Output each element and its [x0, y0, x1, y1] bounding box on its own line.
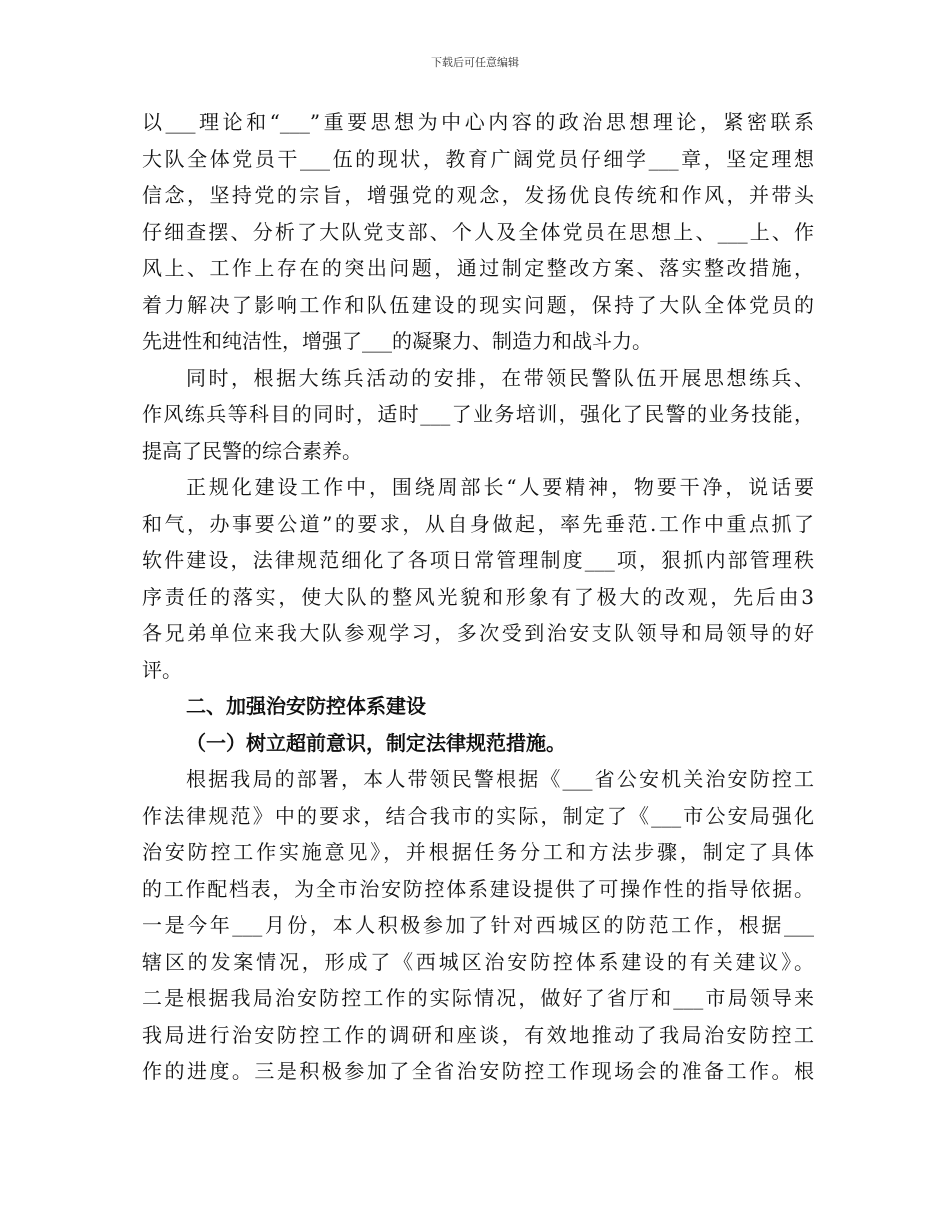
paragraph-line: 辖区的发案情况，形成了《西城区治安防控体系建设的有关建议》。	[142, 949, 814, 974]
paragraph-line: 作的进度。三是积极参加了全省治安防控工作现场会的准备工作。根	[142, 1059, 814, 1083]
paragraph-line: 软件建设，法律规范细化了各项日常管理制度___项，狠抓内部管理秩	[142, 548, 814, 572]
paragraph-line: 大队全体党员干___伍的现状，教育广阔党员仔细学___章，坚定理想	[142, 146, 814, 171]
paragraph-line: 仔细查摆、分析了大队党支部、个人及全体党员在思想上、___上、作	[142, 219, 814, 244]
paragraph-line: 二是根据我局治安防控工作的实际情况，做好了省厅和___市局领导来	[142, 986, 814, 1010]
paragraph-line: 的工作配档表，为全市治安防控体系建设提供了可操作性的指导依据。	[142, 876, 814, 901]
document-body	[142, 104, 814, 1090]
paragraph-line: 同时，根据大练兵活动的安排，在带领民警队伍开展思想练兵、	[186, 365, 814, 390]
section-heading: （一）树立超前意识，制定法律规范措施。	[186, 730, 566, 755]
paragraph-line: 评。	[142, 657, 182, 682]
paragraph-line: 治安防控工作实施意见》，并根据任务分工和方法步骤，制定了具体	[142, 840, 814, 864]
paragraph-line: 一是今年___月份，本人积极参加了针对西城区的防范工作，根据___	[142, 913, 814, 937]
section-heading: 二、加强治安防控体系建设	[186, 694, 426, 718]
paragraph-line: 序责任的落实，使大队的整风光貌和形象有了极大的改观，先后由3	[142, 584, 814, 609]
paragraph-line: 先进性和纯洁性，增强了___的凝聚力、制造力和战斗力。	[142, 329, 652, 353]
paragraph-line: 根据我局的部署，本人带领民警根据《___省公安机关治安防控工	[186, 767, 814, 791]
paragraph-line: 以___理论和“___”重要思想为中心内容的政治思想理论，紧密联系	[142, 110, 814, 134]
paragraph-line: 着力解决了影响工作和队伍建设的现实问题，保持了大队全体党员的	[142, 292, 814, 317]
paragraph-line: 各兄弟单位来我大队参观学习，多次受到治安支队领导和局领导的好	[142, 621, 814, 645]
paragraph-line: 风上、工作上存在的突出问题，通过制定整改方案、落实整改措施，	[142, 256, 814, 280]
paragraph-line: 信念，坚持党的宗旨，增强党的观念，发扬优良传统和作风，并带头	[142, 183, 814, 207]
paragraph-line: 和气，办事要公道”的要求，从自身做起，率先垂范.工作中重点抓了	[142, 511, 814, 536]
paragraph-line: 正规化建设工作中，围绕周部长“人要精神，物要干净，说话要	[186, 475, 814, 499]
paragraph-line: 作风练兵等科目的同时，适时___了业务培训，强化了民警的业务技能，	[142, 402, 814, 426]
paragraph-line: 作法律规范》中的要求，结合我市的实际，制定了《___市公安局强化	[142, 803, 814, 828]
paragraph-line: 我局进行治安防控工作的调研和座谈，有效地推动了我局治安防控工	[142, 1022, 814, 1047]
page-header: 下载后可任意编辑	[431, 56, 519, 69]
paragraph-line: 提高了民警的综合素养。	[142, 438, 362, 463]
